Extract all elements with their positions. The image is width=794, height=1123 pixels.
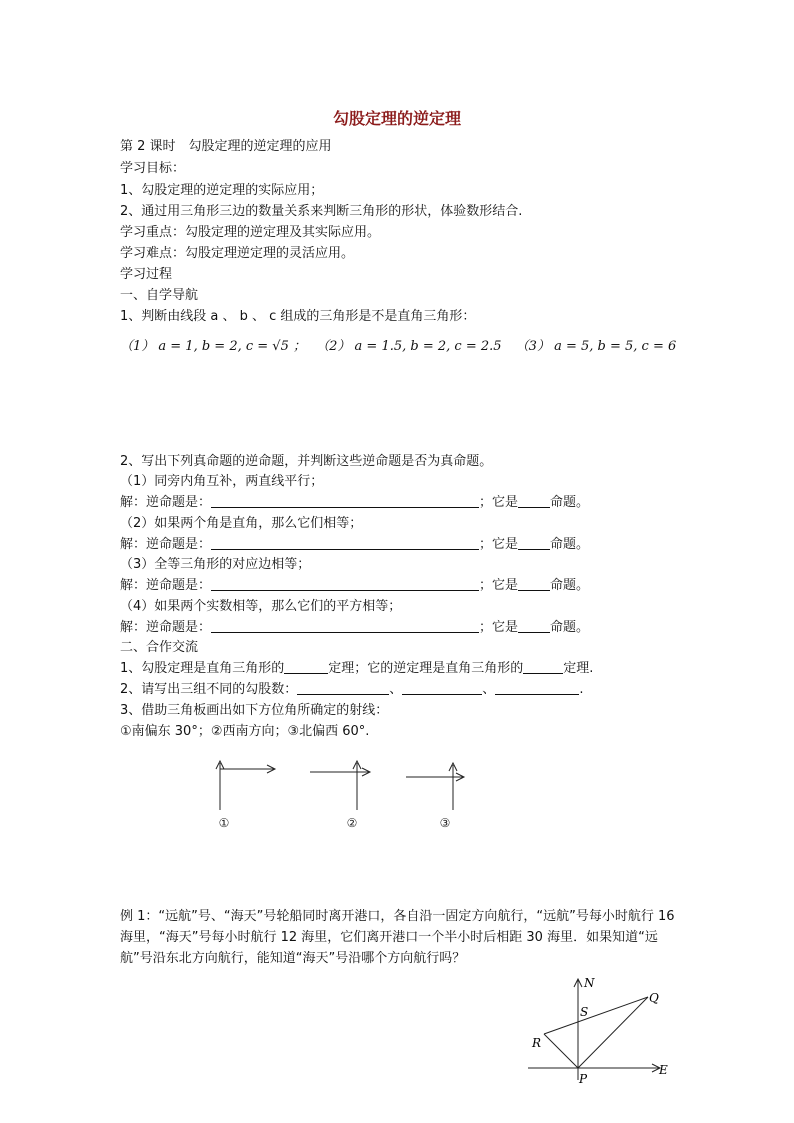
section2-q1 [120, 661, 593, 677]
fill-blank[interactable] [402, 682, 482, 695]
difficulty: 学习难点：勾股定理逆定理的灵活应用。 [120, 246, 355, 261]
truth-blank[interactable] [518, 578, 550, 591]
q2-end: . [579, 682, 584, 697]
section1-q2: 2、写出下列真命题的逆命题，并判断这些逆命题是否为真命题。 [120, 454, 493, 469]
truth-blank[interactable] [518, 620, 550, 633]
label-p: P [579, 1072, 588, 1086]
proposition-3: （3）全等三角形的对应边相等； [120, 557, 311, 572]
goal-2: 2、通过用三角形三边的数量关系来判断三角形的形状，体验数形结合. [120, 204, 523, 219]
answer-mid: ；它是 [479, 620, 519, 635]
answer-line-3 [120, 578, 589, 594]
q1-part-1: （1） a = 1, b = 2, c = √5 ； [120, 339, 306, 354]
fill-blank[interactable] [284, 661, 328, 674]
key-point: 学习重点：勾股定理的逆定理及其实际应用。 [120, 225, 381, 240]
label-r: R [532, 1036, 542, 1050]
answer-prefix: 解：逆命题是： [120, 537, 212, 552]
figure-label-2: ② [346, 816, 358, 830]
fill-blank[interactable] [523, 661, 563, 674]
segment-pr [544, 1034, 578, 1068]
page-title: 勾股定理的逆定理 [332, 109, 461, 128]
separator: 、 [482, 682, 496, 697]
goal-1: 1、勾股定理的逆定理的实际应用； [120, 183, 324, 198]
answer-line-4 [120, 620, 589, 636]
q1-text-a: 1、勾股定理是直角三角形的 [120, 661, 285, 676]
answer-prefix: 解：逆命题是： [120, 620, 212, 635]
proposition-2: （2）如果两个角是直角，那么它们相等； [120, 516, 363, 531]
section2-q3-items: ①南偏东 30°；②西南方向；③北偏西 60°. [120, 724, 370, 739]
truth-blank[interactable] [518, 495, 550, 508]
answer-blank[interactable] [211, 537, 479, 550]
section1-q1: 1、判断由线段 a 、 b 、 c 组成的三角形是不是直角三角形： [120, 309, 476, 324]
answer-line-2 [120, 537, 589, 553]
figure-3 [406, 763, 464, 810]
example-1-text: 例 1：“远航”号、“海天”号轮船同时离开港口，各自沿一固定方向航行，“远航”号每小时航行 16 海里，“海天”号每小时航行 12 海里，它们离开港口一个半小时后相距 30 海里．如果知道“远航”号沿东北方向航行，能知道“海天”号沿哪个方向航行吗？ [120, 909, 675, 966]
process-heading: 学习过程 [120, 267, 173, 282]
figure-label-3: ③ [439, 816, 451, 830]
q2-text: 2、请写出三组不同的勾股数： [120, 682, 298, 697]
q1-part-2: （2） a = 1.5, b = 2, c = 2.5 [316, 339, 502, 354]
figure-label-1: ① [218, 816, 230, 830]
answer-suffix: 命题。 [550, 495, 590, 510]
section2-q2 [120, 682, 583, 698]
answer-mid: ；它是 [479, 578, 519, 593]
figure-1 [216, 761, 275, 810]
answer-line-1 [120, 495, 589, 511]
answer-blank[interactable] [211, 620, 479, 633]
segment-pq [578, 997, 648, 1068]
proposition-1: （1）同旁内角互补，两直线平行； [120, 474, 324, 489]
answer-prefix: 解：逆命题是： [120, 578, 212, 593]
fill-blank[interactable] [495, 682, 579, 695]
section2-heading: 二、合作交流 [120, 640, 199, 655]
fill-blank[interactable] [297, 682, 389, 695]
answer-blank[interactable] [211, 578, 479, 591]
label-n: N [584, 976, 595, 990]
figure-2 [310, 761, 370, 810]
section1-heading: 一、自学导航 [120, 288, 199, 303]
segment-rq [544, 997, 648, 1034]
answer-suffix: 命题。 [550, 537, 590, 552]
answer-blank[interactable] [211, 495, 479, 508]
goals-heading: 学习目标： [120, 161, 186, 176]
direction-figures [200, 755, 480, 835]
answer-prefix: 解：逆命题是： [120, 495, 212, 510]
q1-part-3: （3） a = 5, b = 5, c = 6 [515, 339, 677, 354]
q1-text-c: 定理. [563, 661, 594, 676]
answer-suffix: 命题。 [550, 620, 590, 635]
answer-suffix: 命题。 [550, 578, 590, 593]
lesson-subtitle: 第 2 课时 勾股定理的逆定理的应用 [120, 139, 332, 154]
proposition-4: （4）如果两个实数相等，那么它们的平方相等； [120, 599, 402, 614]
q1-text-b: 定理；它的逆定理是直角三角形的 [328, 661, 524, 676]
section2-q3: 3、借助三角板画出如下方位角所确定的射线： [120, 703, 389, 718]
q1-parts-row [120, 339, 676, 355]
label-e: E [659, 1063, 668, 1077]
label-q: Q [649, 991, 659, 1005]
geometry-figure [520, 970, 680, 1090]
label-s: S [580, 1005, 589, 1019]
answer-mid: ；它是 [479, 495, 519, 510]
separator: 、 [389, 682, 403, 697]
truth-blank[interactable] [518, 537, 550, 550]
answer-mid: ；它是 [479, 537, 519, 552]
